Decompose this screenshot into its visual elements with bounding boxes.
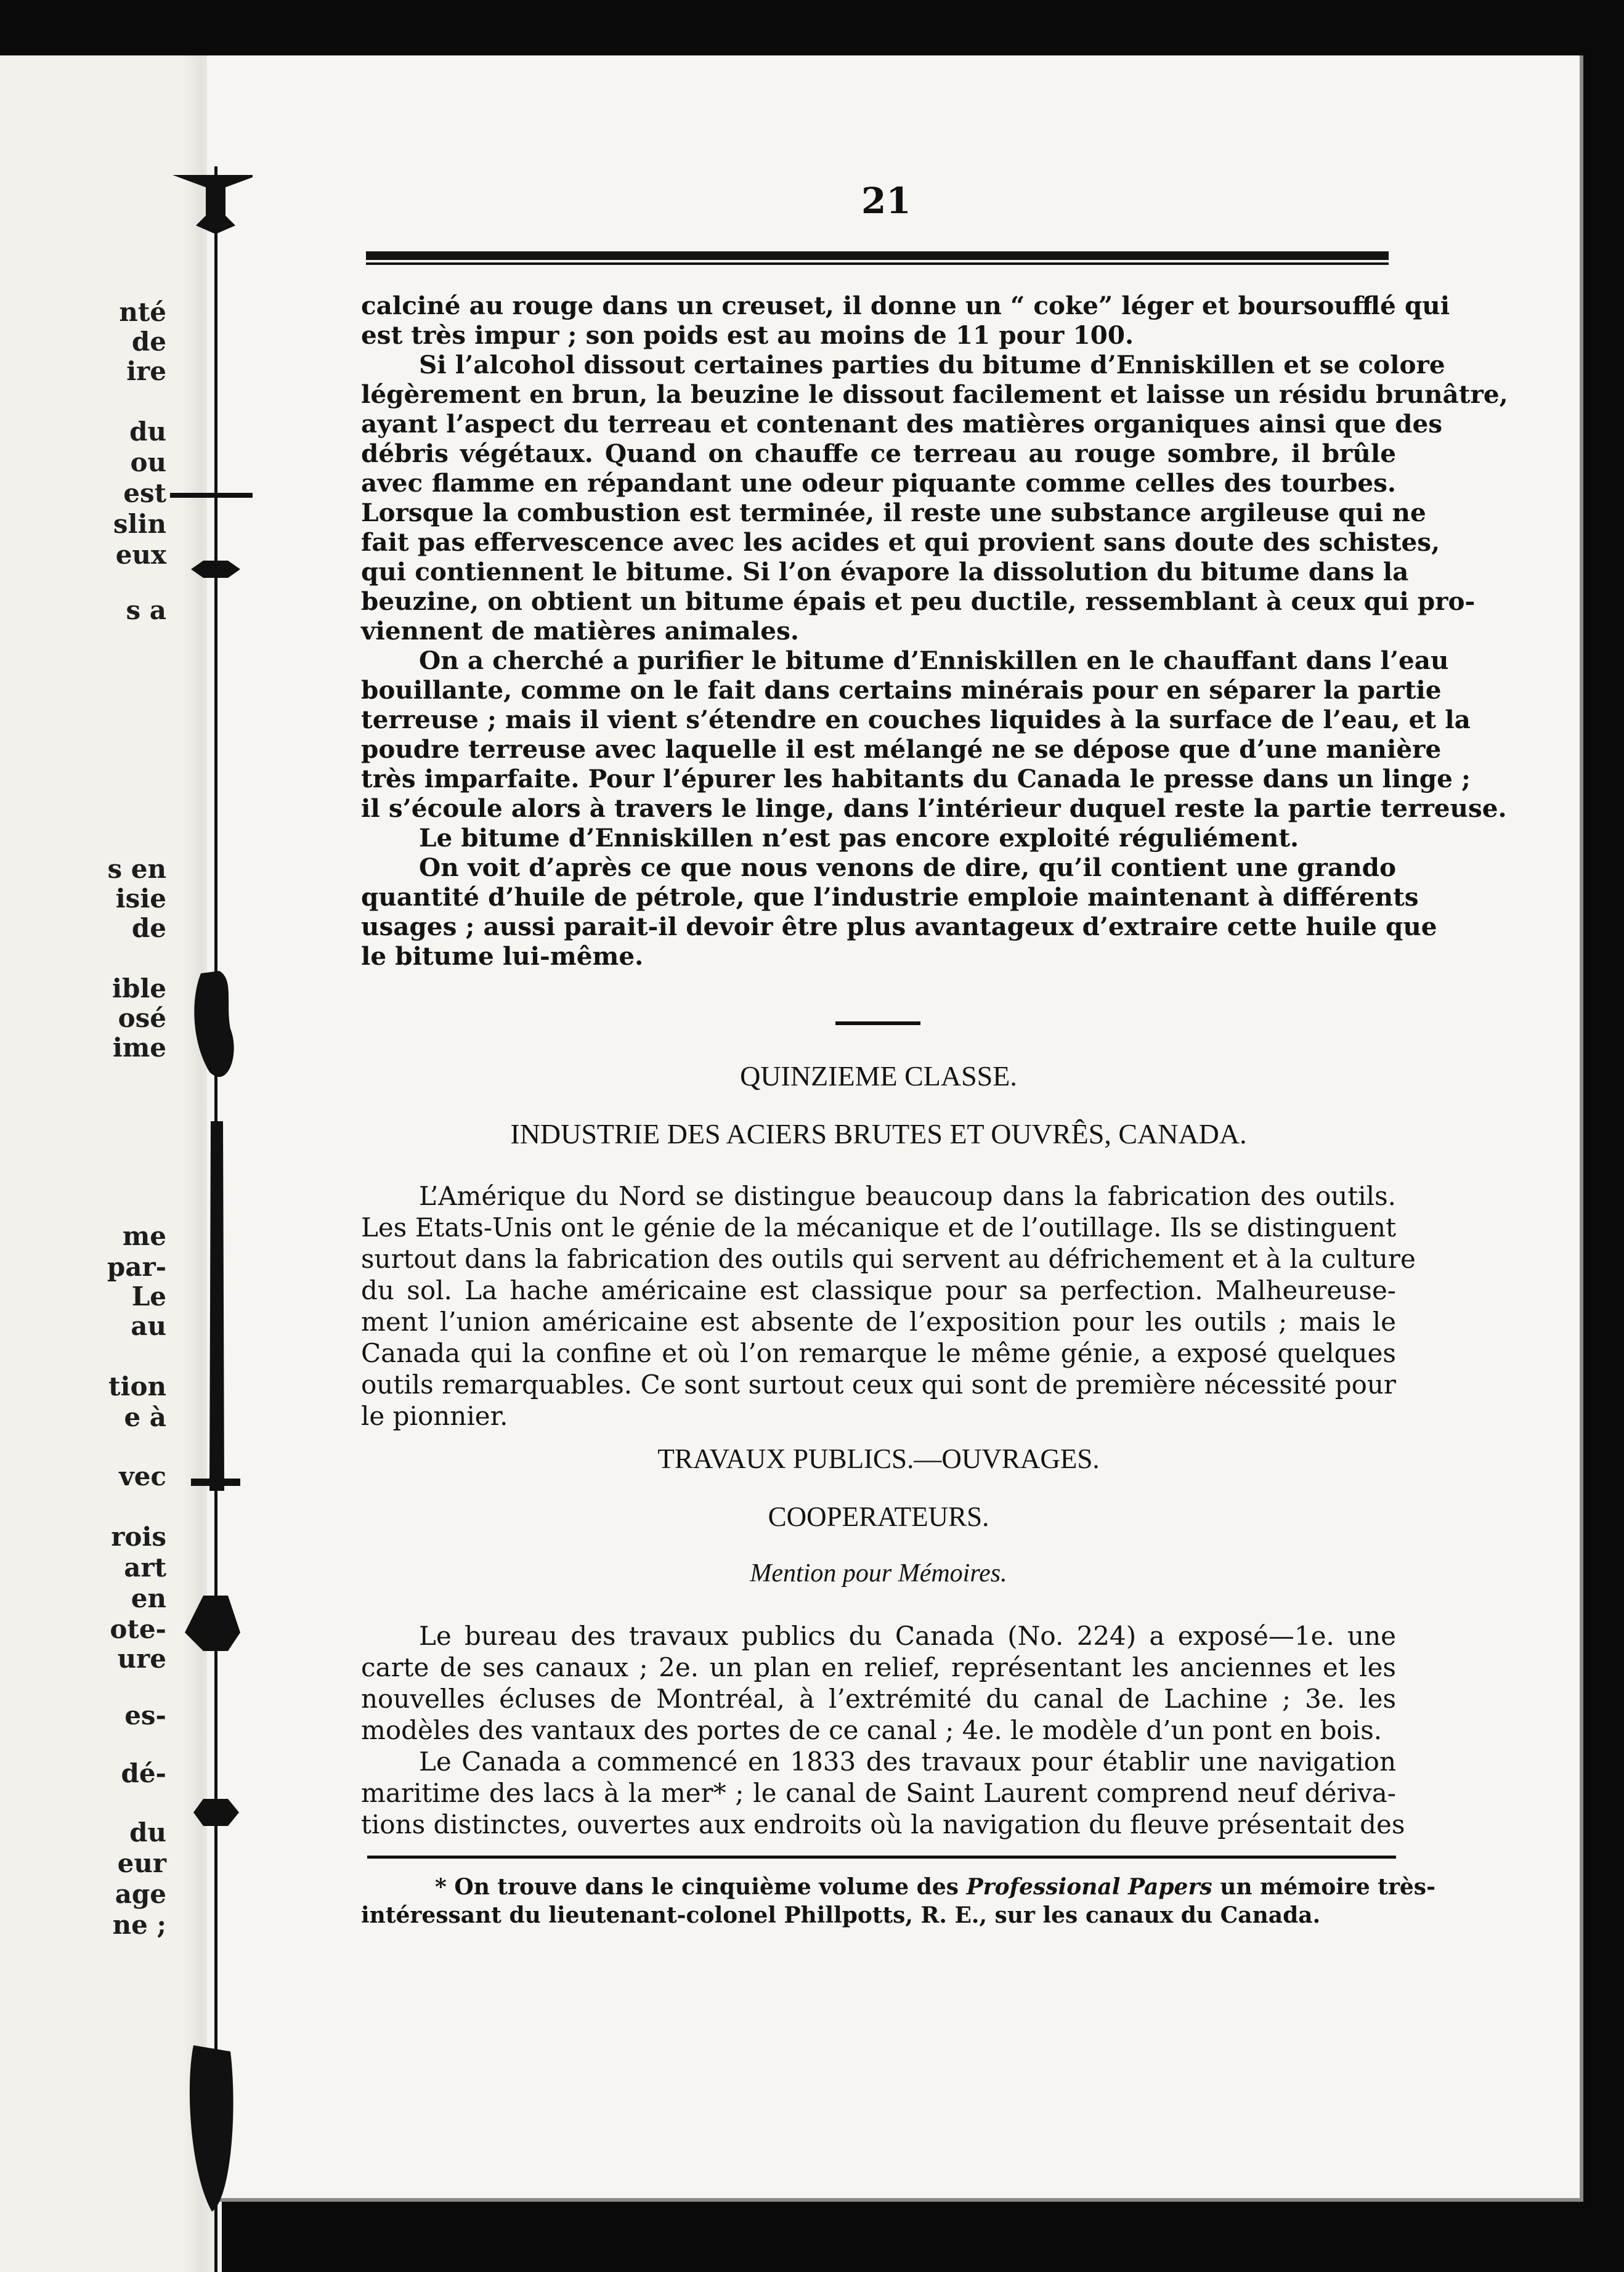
text-line: Si l’alcohol dissout certaines parties du bitume d’Enniskillen et se colore [419,350,1445,379]
text-line: nouvelles écluses de Montréal, à l’extrémité du canal de Lachine ; 3e. les [361,1684,1396,1714]
margin-fragment: osé [118,1003,166,1033]
margin-fragment: art [124,1552,166,1583]
margin-fragment: du [129,416,166,447]
text-line: Le bitume d’Enniskillen n’est pas encore exploité réguliément. [419,823,1299,853]
binding-knot [191,1479,240,1486]
text-line: On voit d’après ce que nous venons de dire, qu’il contient une grando [419,853,1396,882]
industry-heading: INDUSTRIE DES ACIERS BRUTES ET OUVRÊS, CANADA. [510,1118,1247,1150]
text-line: le pionnier. [361,1401,508,1431]
text-line: Lorsque la combustion est terminée, il reste une substance argileuse qui ne [361,498,1426,527]
text-line: usages ; aussi parait-il devoir être plus avantageux d’extraire cette huile que [361,912,1437,941]
margin-fragment: age [115,1879,166,1909]
margin-fragment: es- [124,1700,166,1730]
text-line: il s’écoule alors à travers le linge, dans l’intérieur duquel reste la partie terreuse. [361,793,1507,823]
text-line: carte de ses canaux ; 2e. un plan en relief, représentant les anciennes et les [361,1652,1396,1682]
margin-fragment: en [131,1583,166,1613]
margin-fragment: Le [131,1281,166,1312]
margin-fragment: par- [107,1252,166,1282]
margin-fragment: de [131,913,166,943]
binding-knot [191,561,240,578]
text-line: Canada qui la confine et où l’on remarque le même génie, a exposé quelques [361,1338,1396,1368]
margin-fragment: ure [117,1644,166,1674]
margin-fragment: slin [113,509,166,539]
margin-fragment: ote- [110,1614,166,1644]
page-number: 21 [861,180,911,222]
text-line: maritime des lacs à la mer* ; le canal de Saint Laurent comprend neuf dériva- [361,1778,1396,1808]
text-line: beuzine, on obtient un bitume épais et peu ductile, ressemblant à ceux qui pro- [361,586,1476,616]
binding-knot-bottom [190,2045,233,2212]
text-line: outils remarquables. Ce sont surtout ceux qui sont de première nécessité pour [361,1369,1396,1400]
margin-fragment: tion [108,1371,166,1402]
text-line: On a cherché a purifier le bitume d’Enniskillen en le chauffant dans l’eau [419,646,1449,675]
cooperators-heading: COOPERATEURS. [768,1501,989,1532]
text-line: avec flamme en répandant une odeur piquante comme celles des tourbes. [361,468,1396,498]
text-line: Les Etats-Unis ont le génie de la mécanique et de l’outillage. Ils se distinguent [361,1212,1396,1243]
thread-segment [209,1121,224,1491]
public-works-heading: TRAVAUX PUBLICS.—OUVRAGES. [657,1443,1100,1474]
margin-fragment: e à [124,1402,166,1432]
footnote-line [361,1873,1436,1901]
margin-fragment: de [131,327,166,357]
binding-threads [166,166,253,2272]
text-line: le bitume lui-même. [361,941,644,971]
margin-fragment: ou [130,447,166,477]
footnote-text: un mémoire très- [1220,1874,1436,1900]
margin-fragment: dé- [121,1758,166,1788]
text-line: est très impur ; son poids est au moins de 11 pour 100. [361,320,1134,350]
section-divider [835,1021,920,1025]
margin-fragment: nté [119,297,166,327]
class-heading: QUINZIEME CLASSE. [740,1060,1017,1092]
text-line: légèrement en brun, la beuzine le dissout facilement et laisse un résidu brunâtre, [361,379,1508,409]
mention-subheading: Mention pour Mémoires. [750,1559,1007,1588]
tools-text-block [361,1180,1416,1432]
text-line: Le bureau des travaux publics du Canada (No. 224) a exposé—1e. une [419,1621,1396,1651]
canals-text-block [361,1620,1405,1840]
margin-fragment: eux [115,540,166,570]
margin-fragment: ne ; [112,1910,166,1940]
text-line: débris végétaux. Quand on chauffe ce terreau au rouge sombre, il brûle [361,439,1396,468]
footnote-text: * On trouve dans le cinquième volume des [435,1874,959,1900]
binding-knot [194,971,233,1077]
margin-fragment: ible [112,973,166,1004]
text-line: fait pas effervescence avec les acides et qui provient sans doute des schistes, [361,527,1440,557]
bitumen-text-block [361,291,1508,971]
header-rule [366,251,1389,260]
margin-fragment: rois [111,1522,166,1552]
margin-fragment: au [131,1311,166,1341]
text-line: L’Amérique du Nord se distingue beaucoup dans la fabrication des outils. [419,1181,1396,1211]
text-line: ayant l’aspect du terreau et contenant des matières organiques ainsi que des [361,409,1443,439]
margin-fragment: du [129,1817,166,1848]
margin-fragment: me [122,1221,166,1251]
margin-fragment: s en [107,854,166,884]
text-line: surtout dans la fabrication des outils qui servent au défrichement et à la culture [361,1244,1416,1274]
binding-knot [170,493,253,498]
text-line: Le Canada a commencé en 1833 des travaux pour établir une navigation [419,1747,1396,1777]
text-line: ment l’union américaine est absente de l’exposition pour les outils ; mais le [361,1307,1396,1337]
text-line: qui contiennent le bitume. Si l’on évapore la dissolution du bitume dans la [361,557,1409,586]
footnote-line: intéressant du lieutenant-colonel Phillpotts, R. E., sur les canaux du Canada. [361,1902,1321,1928]
margin-fragment: isie [115,883,166,914]
margin-fragment: ire [126,356,166,386]
text-line: très imparfaite. Pour l’épurer les habitants du Canada le presse dans un linge ; [361,764,1471,793]
footnote [361,1873,1436,1929]
text-line: bouillante, comme on le fait dans certains minérais pour en séparer la partie [361,675,1442,705]
margin-fragment: s a [126,595,166,625]
text-line: viennent de matières animales. [361,616,799,646]
binding-knot [185,1596,240,1651]
binding-knot [193,1799,239,1826]
text-line: terreuse ; mais il vient s’étendre en couches liquides à la surface de l’eau, et la [361,705,1471,734]
margin-fragment: ime [112,1033,166,1063]
margin-fragment: est [123,478,166,508]
text-line: quantité d’huile de pétrole, que l’industrie emploie maintenant à différents [361,882,1419,912]
footnote-rule [367,1856,1396,1859]
text-line: modèles des vantaux des portes de ce canal ; 4e. le modèle d’un pont en bois. [361,1715,1382,1745]
margin-fragment: vec [119,1461,166,1491]
text-line: tions distinctes, ouvertes aux endroits où la navigation du fleuve présentait des [361,1809,1405,1840]
text-line: calciné au rouge dans un creuset, il donne un “ coke” léger et boursoufflé qui [361,291,1450,320]
text-line: poudre terreuse avec laquelle il est mélangé ne se dépose que d’une manière [361,734,1442,764]
binding-knot-top [173,175,253,234]
footnote-title: Professional Papers [966,1874,1212,1900]
margin-fragment: eur [117,1848,166,1878]
text-line: du sol. La hache américaine est classique pour sa perfection. Malheureuse- [361,1275,1396,1305]
